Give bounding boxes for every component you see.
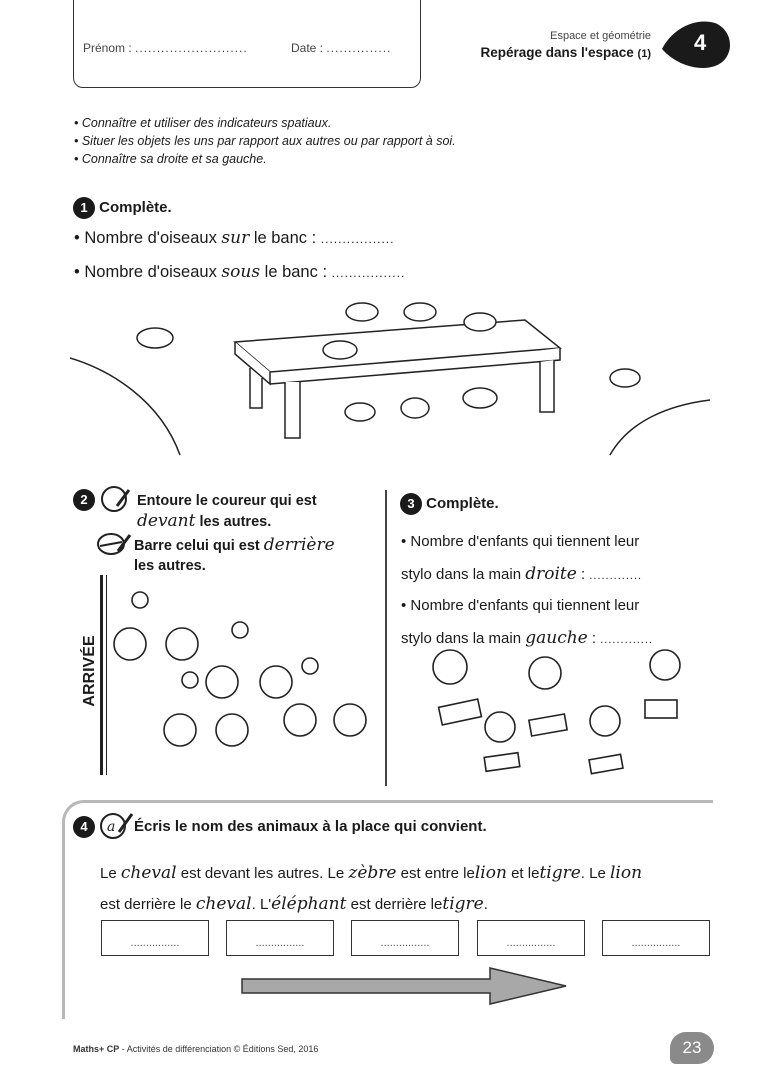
ex2-instruction-strike: Barre celui qui est derrière les autres. [134,535,335,574]
ex4-title: Écris le nom des animaux à la place qui convient. [134,818,487,835]
write-pencil-icon [99,810,135,840]
answer-blank[interactable]: ................. [320,232,395,246]
cyclists-illustration [110,582,370,750]
finish-line [100,575,103,775]
page-title: Repérage dans l'espace (1) [480,45,651,60]
ex1-line-sous: • Nombre d'oiseaux sous le banc : ................. [74,262,406,282]
ex3-question-right: • Nombre d'enfants qui tiennent leur stylo dans la main droite : ............. [401,533,643,584]
finish-label: ARRIVÉE [81,635,98,707]
ex2-number-wrap [73,489,95,511]
answer-blank[interactable]: ............. [600,634,653,646]
ex1-line-sur: • Nombre d'oiseaux sur le banc : ................. [74,228,395,248]
domain-label: Espace et géométrie [550,30,651,42]
circle-pencil-icon [99,484,133,514]
prenom-field[interactable]: Prénom : .......................... [83,41,248,55]
ex3-question-left: • Nombre d'enfants qui tiennent leur stylo dans la main gauche : ............. [401,597,653,648]
strike-pencil-icon [96,531,132,557]
ex1-heading: 1 Complète. [73,197,172,219]
answer-box-5[interactable]: ................ [602,920,710,956]
answer-box-3[interactable]: ................ [351,920,459,956]
ex3-number: 3 [400,493,422,515]
svg-text:a: a [107,819,116,835]
ex2-number: 2 [73,489,95,511]
ex3-heading: 3 Complète. [400,493,499,515]
answer-blank[interactable]: ................. [331,266,406,280]
ex4-text-line1: Le cheval est devant les autres. Le zèbre est entre lelion et letigre. Le lion [100,863,643,883]
ex1-number: 1 [73,197,95,219]
date-field[interactable]: Date : ............... [291,41,392,55]
ex2-instruction-circle: Entoure le coureur qui est devant les autres. [137,493,317,531]
ex4-text [100,858,720,920]
objective-item: • Connaître sa droite et sa gauche. [74,152,267,166]
answer-box-4[interactable]: ................ [477,920,585,956]
objectives [74,114,456,168]
page-number: 23 [682,1038,702,1057]
footer-credits: Maths+ CP - Activités de différenciation © Éditions Sed, 2016 [73,1044,319,1054]
ex4-heading [73,816,95,838]
objective-item: • Situer les objets les uns par rapport aux autres ou par rapport à soi. [74,134,456,148]
answer-blank[interactable]: ............. [589,570,643,582]
objective-item: • Connaître et utiliser des indicateurs spatiaux. [74,116,332,130]
ex4-number: 4 [73,816,95,838]
finish-line-inner [106,575,107,775]
answer-box-2[interactable]: ................ [226,920,334,956]
children-writing-illustration [420,645,690,775]
unit-number: 4 [694,30,707,55]
ex4-text-line2: est derrière le cheval. L'éléphant est derrière letigre. [100,894,488,914]
answer-box-1[interactable]: ................ [101,920,209,956]
unit-badge [660,19,732,69]
direction-arrow [240,966,570,1006]
bench-birds-illustration [70,290,715,460]
column-divider [385,490,387,786]
